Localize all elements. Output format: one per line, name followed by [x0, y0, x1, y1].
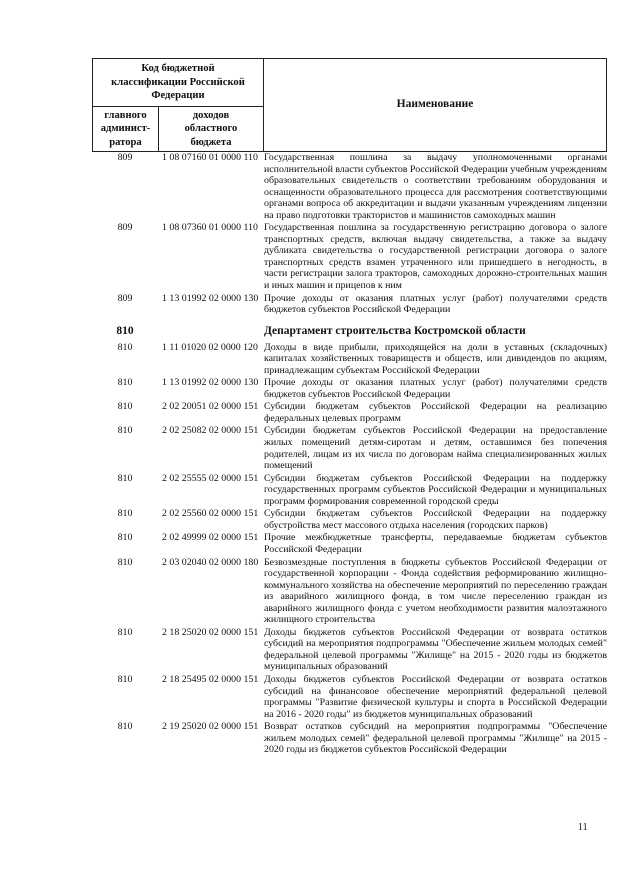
table-row	[92, 342, 606, 377]
row-admin-code: 810	[117, 532, 133, 544]
section-header	[92, 324, 606, 338]
table-row	[92, 473, 606, 508]
table-row	[92, 425, 606, 471]
header-income: доходов областного бюджета	[159, 107, 264, 152]
row-name: Субсидии бюджетам субъектов Российской Федерации на предоставление жилых помещений детям-сиротам и детям, оставшимся без попечения родителей, лицам из их числа по договорам найма специализированных жилых помещений	[264, 425, 607, 472]
row-income-code: 2 03 02040 02 0000 180	[162, 556, 259, 568]
section-title: Департамент строительства Костромской области	[264, 324, 526, 337]
row-income-code: 2 02 49999 02 0000 151	[162, 532, 259, 544]
row-name: Доходы бюджетов субъектов Российской Федерации от возврата остатков субсидий на мероприятия подпрограммы "Обеспечение жильем молодых семей" федеральной целевой программы "Жилище" на 2015 - 2020 годы из бюджетов муниципальных образований	[264, 626, 607, 673]
page-content	[92, 58, 606, 757]
row-name: Субсидии бюджетам субъектов Российской Федерации на реализацию федеральных целевых программ	[264, 401, 607, 424]
table-row	[92, 377, 606, 400]
row-income-code: 1 13 01992 02 0000 130	[162, 292, 259, 304]
row-name: Субсидии бюджетам субъектов Российской Федерации на поддержку государственных программ субъектов Российской Федерации и муниципальных программ формирования современной городской среды	[264, 472, 607, 507]
row-admin-code: 809	[117, 152, 133, 163]
row-name: Прочие доходы от оказания платных услуг (работ) получателями средств бюджетов субъектов Российской Федерации	[264, 292, 607, 316]
row-admin-code: 810	[117, 673, 133, 685]
row-income-code: 2 18 25020 02 0000 151	[162, 626, 259, 638]
row-admin-code: 809	[117, 222, 133, 234]
row-name: Прочие межбюджетные трансферты, передаваемые бюджетам субъектов Российской Федерации	[264, 532, 607, 555]
page-number: 11	[578, 822, 588, 833]
row-name: Доходы бюджетов субъектов Российской Федерации от возврата остатков субсидий на финансовое обеспечение мероприятий федеральной целевой программы "Развитие физической культуры и спорта в Российской Федерации на 2016 - 2020 годы" из бюджетов муниципальных образований	[264, 673, 607, 720]
row-name: Государственная пошлина за государственную регистрацию договора о залоге транспортных средств, включая выдачу свидетельства, а также за выдачу дубликата свидетельства о государственной регистрации договора о залоге транспортных средств взамен утраченного или пришедшего в негодность, в части регистрации залога тракторов, самоходных дорожно-строительных машин и иных машин и прицепов к ним	[264, 222, 607, 292]
section-code: 810	[116, 324, 134, 337]
row-name: Прочие доходы от оказания платных услуг (работ) получателями средств бюджетов субъектов Российской Федерации	[264, 377, 607, 400]
row-admin-code: 810	[117, 425, 133, 437]
row-name: Доходы в виде прибыли, приходящейся на доли в уставных (складочных) капиталах хозяйственных товариществ и обществ, или дивидендов по акциям, принадлежащим субъектам Российской Федерации	[264, 341, 607, 376]
header-name: Наименование	[264, 59, 607, 152]
table-row	[92, 293, 606, 316]
row-income-code: 2 02 25560 02 0000 151	[162, 508, 259, 520]
row-admin-code: 810	[117, 626, 133, 638]
table-header	[92, 58, 607, 152]
row-income-code: 2 18 25495 02 0000 151	[162, 673, 259, 685]
table-row	[92, 508, 606, 531]
header-admin: главного админист-ратора	[93, 107, 159, 152]
table-row	[92, 401, 606, 424]
row-income-code: 1 08 07160 01 0000 110	[162, 152, 258, 163]
row-income-code: 1 13 01992 02 0000 130	[162, 377, 259, 389]
table-row	[92, 627, 606, 673]
row-admin-code: 810	[117, 508, 133, 520]
table-row	[92, 721, 606, 756]
row-income-code: 1 11 01020 02 0000 120	[162, 341, 258, 353]
row-income-code: 2 02 25555 02 0000 151	[162, 472, 259, 484]
row-name: Возврат остатков субсидий на мероприятия подпрограммы "Обеспечение жильем молодых семей" федеральной целевой программы "Жилище" на 2015 - 2020 годы из бюджетов субъектов Российской Федерации	[264, 721, 607, 756]
row-admin-code: 810	[117, 472, 133, 484]
row-income-code: 2 02 25082 02 0000 151	[162, 425, 259, 437]
row-income-code: 2 02 20051 02 0000 151	[162, 401, 259, 413]
row-name: Безвозмездные поступления в бюджеты субъектов Российской Федерации от государственной корпорации - Фонда содействия реформированию жилищно-коммунального хозяйства на обеспечение мероприятий по переселению граждан из аварийного жилищного фонда, в том числе переселению граждан из аварийного жилищного фонда с учетом необходимости развития малоэтажного жилищного строительства	[264, 556, 607, 626]
row-admin-code: 810	[117, 341, 133, 353]
table-row	[92, 674, 606, 720]
table-row	[92, 152, 606, 221]
row-admin-code: 810	[117, 721, 133, 733]
table-row	[92, 222, 606, 291]
row-admin-code: 810	[117, 401, 133, 413]
row-income-code: 1 08 07360 01 0000 110	[162, 222, 258, 234]
row-name: Государственная пошлина за выдачу уполномоченными органами исполнительной власти субъектов Российской Федерации учебным учреждениям образовательных свидетельств о соответствии требованиям оборудования и оснащенности образовательного процесса для рассмотрения соответствующими органами вопроса об аккредитации и выдачи указанным учреждениям лицензии на право подготовки трактористов и машинистов самоходных машин	[264, 152, 607, 221]
header-group-title: Код бюджетной классификации Российской Федерации	[93, 59, 264, 107]
row-admin-code: 810	[117, 556, 133, 568]
row-name: Субсидии бюджетам субъектов Российской Федерации на поддержку обустройства мест массового отдыха населения (городских парков)	[264, 508, 607, 531]
row-admin-code: 809	[117, 292, 133, 304]
row-admin-code: 810	[117, 377, 133, 389]
table-row	[92, 557, 606, 626]
table-row	[92, 532, 606, 555]
row-income-code: 2 19 25020 02 0000 151	[162, 721, 259, 733]
rows-top	[92, 152, 606, 316]
rows-bottom	[92, 342, 606, 756]
